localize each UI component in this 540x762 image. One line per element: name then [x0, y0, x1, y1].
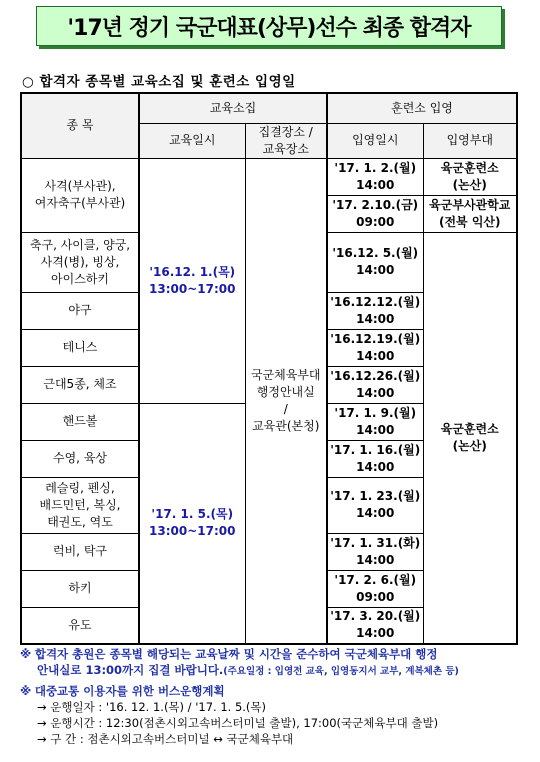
bus-row	[20, 731, 524, 747]
enlist-date-cell: '17. 2.10.(금) 09:00	[327, 195, 423, 232]
edu-date-cell: '17. 1. 5.(목) 13:00~17:00	[139, 403, 245, 644]
sport-cell: 핸드볼	[21, 403, 139, 440]
enlist-date-cell: '17. 2. 6.(월) 09:00	[327, 570, 423, 607]
enlist-date-cell: '17. 1. 23.(월) 14:00	[327, 477, 423, 533]
header-gather-place: 집결장소 / 교육장소	[245, 123, 327, 158]
sport-cell: 근대5종, 체조	[21, 366, 139, 403]
enlist-unit-cell: 육군부사관학교 (전북 익산)	[423, 195, 517, 232]
sport-cell: 유도	[21, 607, 139, 644]
note-1-detail: (주요일정 : 입영전 교육, 입영동지서 교부, 계복체촌 등)	[223, 666, 459, 677]
bus-row-label: → 운행시간 :	[37, 716, 103, 730]
header-training: 훈련소 입영	[327, 93, 517, 123]
bus-row	[20, 699, 524, 715]
gather-place-cell: 국군체육부대 행정안내실 / 교육관(본청)	[245, 158, 327, 644]
bus-row-value: 점촌시외고속버스터미널 ↔ 국군체육부대	[87, 732, 294, 746]
note-1	[20, 646, 524, 662]
enlist-date-cell: '17. 1. 9.(월) 14:00	[327, 403, 423, 440]
sport-cell: 수영, 육상	[21, 440, 139, 477]
header-sport: 종 목	[21, 93, 139, 158]
bus-row-label: → 운행일자 :	[37, 700, 103, 714]
enlist-date-cell: '17. 1. 2.(월) 14:00	[327, 158, 423, 195]
header-edu-date: 교육일시	[139, 123, 245, 158]
enlist-date-cell: '16.12.26.(월) 14:00	[327, 366, 423, 403]
header-enlist-unit: 입영부대	[423, 123, 517, 158]
bus-row	[20, 715, 524, 731]
bus-row-value: 12:30(점촌시외고속버스터미널 출발), 17:00(국군체육부대 출발)	[105, 716, 439, 730]
edu-date-cell: '16.12. 1.(목) 13:00~17:00	[139, 158, 245, 403]
note-2	[20, 683, 524, 699]
enlist-unit-cell: 육군훈련소 (논산)	[423, 232, 517, 644]
enlist-date-cell: '17. 1. 16.(월) 14:00	[327, 440, 423, 477]
sport-cell: 하키	[21, 570, 139, 607]
enlist-date-cell: '16.12.19.(월) 14:00	[327, 329, 423, 366]
reference-mark-icon: ※	[20, 647, 32, 661]
enlist-date-cell: '17. 3. 20.(월) 14:00	[327, 607, 423, 644]
schedule-table	[20, 92, 518, 645]
sport-cell: 사격(부사관), 여자축구(부사관)	[21, 158, 139, 232]
title-banner	[36, 6, 502, 46]
bus-row-value: '16. 12. 1.(목) / '17. 1. 5.(목)	[105, 700, 266, 714]
sport-cell: 럭비, 탁구	[21, 533, 139, 570]
bus-row-label: → 구 간 :	[37, 732, 84, 746]
note-1-text: 합격자 총원은 종목별 해당되는 교육날짜 및 시간을 준수하여 국군체육부대 행정	[34, 647, 438, 661]
section-heading: ○ 합격자 종목별 교육소집 및 훈련소 입영일	[22, 74, 296, 90]
enlist-date-cell: '16.12.12.(월) 14:00	[327, 292, 423, 329]
note-2-text: 대중교통 이용자를 위한 버스운행계획	[34, 684, 225, 698]
enlist-unit-cell: 육군훈련소 (논산)	[423, 158, 517, 195]
note-1-continued	[20, 662, 524, 680]
notes	[20, 646, 524, 747]
reference-mark-icon: ※	[20, 684, 32, 698]
note-1-cont-text: 안내실로 13:00까지 집결 바랍니다.	[37, 663, 224, 677]
enlist-date-cell: '16.12. 5.(월) 14:00	[327, 232, 423, 292]
header-education: 교육소집	[139, 93, 327, 123]
sport-cell: 축구, 사이클, 양궁, 사격(병), 빙상, 아이스하키	[21, 232, 139, 292]
sport-cell: 야구	[21, 292, 139, 329]
header-enlist-date: 입영일시	[327, 123, 423, 158]
enlist-date-cell: '17. 1. 31.(화) 14:00	[327, 533, 423, 570]
page-title: '17년 정기 국군대표(상무)선수 최종 합격자	[67, 15, 471, 41]
sport-cell: 테니스	[21, 329, 139, 366]
sport-cell: 레슬링, 펜싱, 배드민턴, 복싱, 태권도, 역도	[21, 477, 139, 533]
